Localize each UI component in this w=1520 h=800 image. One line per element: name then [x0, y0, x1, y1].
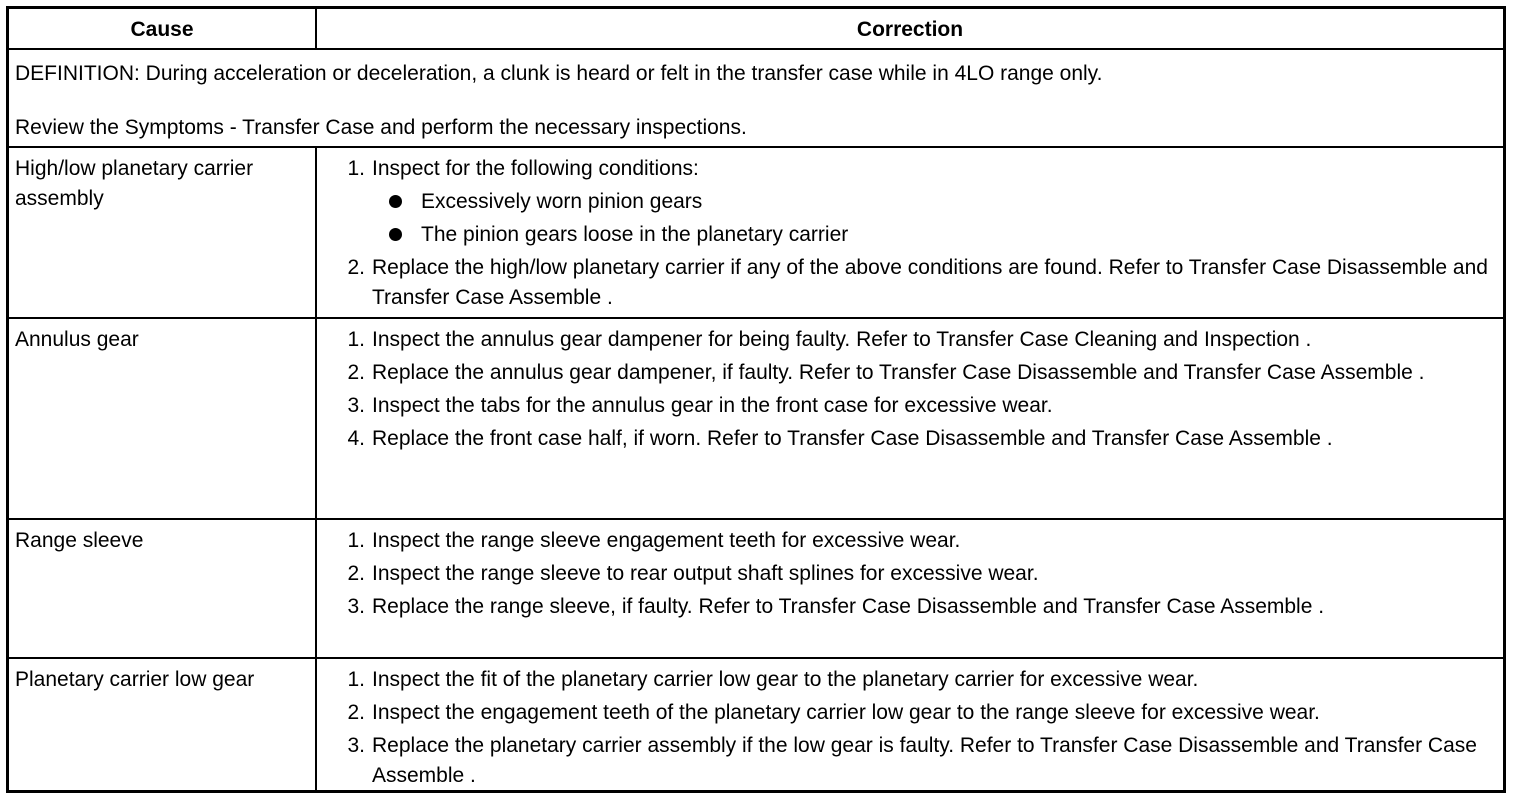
step-number: 3.: [347, 595, 365, 618]
step-number: 3.: [347, 734, 365, 757]
bullet-text: Excessively worn pinion gears: [421, 190, 703, 213]
table-row: [9, 148, 1503, 319]
bullet-icon: [389, 228, 402, 241]
correction-step: [335, 698, 1505, 728]
correction-step: [335, 154, 1505, 184]
correction-cell: [335, 665, 1505, 794]
condition-bullet: [335, 187, 1505, 217]
step-number: 2.: [347, 361, 365, 384]
step-text: Inspect the annulus gear dampener for being faulty. Refer to Transfer Case Cleaning and Inspection .: [372, 328, 1312, 351]
correction-step: [335, 526, 1505, 556]
step-number: 2.: [347, 701, 365, 724]
step-number: 1.: [347, 328, 365, 351]
column-divider: [315, 659, 317, 790]
definition-text: DEFINITION: During acceleration or deceleration, a clunk is heard or felt in the transfer case while in 4LO range only.: [15, 62, 1103, 85]
correction-step: [335, 592, 1505, 622]
bullet-text: The pinion gears loose in the planetary carrier: [421, 223, 849, 246]
step-text: Inspect the range sleeve to rear output shaft splines for excessive wear.: [372, 562, 1039, 585]
step-text: Replace the front case half, if worn. Refer to Transfer Case Disassemble and Transfer Case Assemble .: [372, 427, 1333, 450]
step-number: 1.: [347, 529, 365, 552]
cause-cell: Range sleeve: [15, 529, 144, 552]
definition-row: [9, 50, 1503, 148]
cause-cell: High/low planetary carrier assembly: [15, 157, 254, 210]
table-row: [9, 659, 1503, 790]
condition-bullet: [335, 220, 1505, 250]
step-number: 1.: [347, 157, 365, 180]
table-header: [9, 9, 1503, 50]
step-text: Inspect the tabs for the annulus gear in the front case for excessive wear.: [372, 394, 1053, 417]
cause-cell: Annulus gear: [15, 328, 139, 351]
column-divider: [315, 520, 317, 657]
column-divider: [315, 148, 317, 317]
step-number: 1.: [347, 668, 365, 691]
correction-cell: [335, 526, 1505, 625]
step-text: Inspect for the following conditions:: [372, 157, 699, 180]
step-text: Inspect the engagement teeth of the planetary carrier low gear to the range sleeve for excessive wear.: [372, 701, 1320, 724]
header-cause: Cause: [130, 18, 194, 41]
correction-step: [335, 325, 1505, 355]
table-row: [9, 520, 1503, 659]
step-text: Inspect the fit of the planetary carrier low gear to the planetary carrier for excessive wear.: [372, 668, 1199, 691]
step-number: 2.: [347, 256, 365, 279]
step-text: Replace the high/low planetary carrier if any of the above conditions are found. Refer to Transfer Case Disassemble and Transfer Case Assemble .: [372, 256, 1488, 309]
cause-cell: Planetary carrier low gear: [15, 668, 255, 691]
column-divider: [315, 319, 317, 518]
step-number: 4.: [347, 427, 365, 450]
step-number: 2.: [347, 562, 365, 585]
correction-step: [335, 391, 1505, 421]
correction-step: [335, 424, 1505, 454]
step-text: Inspect the range sleeve engagement teeth for excessive wear.: [372, 529, 961, 552]
diagnostic-table: [6, 6, 1506, 793]
correction-step: [335, 731, 1505, 791]
header-correction: Correction: [856, 18, 964, 41]
correction-cell: [335, 154, 1505, 316]
correction-step: [335, 253, 1505, 313]
step-text: Replace the annulus gear dampener, if faulty. Refer to Transfer Case Disassemble and Transfer Case Assemble .: [372, 361, 1425, 384]
correction-step: [335, 358, 1505, 388]
step-text: Replace the planetary carrier assembly if the low gear is faulty. Refer to Transfer Case Disassemble and Transfer Case Assemble .: [372, 734, 1477, 787]
correction-step: [335, 559, 1505, 589]
step-text: Replace the range sleeve, if faulty. Refer to Transfer Case Disassemble and Transfer Case Assemble .: [372, 595, 1325, 618]
correction-step: [335, 665, 1505, 695]
review-text: Review the Symptoms - Transfer Case and perform the necessary inspections.: [15, 116, 747, 139]
table-row: [9, 319, 1503, 520]
correction-cell: [335, 325, 1505, 457]
bullet-icon: [389, 195, 402, 208]
step-number: 3.: [347, 394, 365, 417]
